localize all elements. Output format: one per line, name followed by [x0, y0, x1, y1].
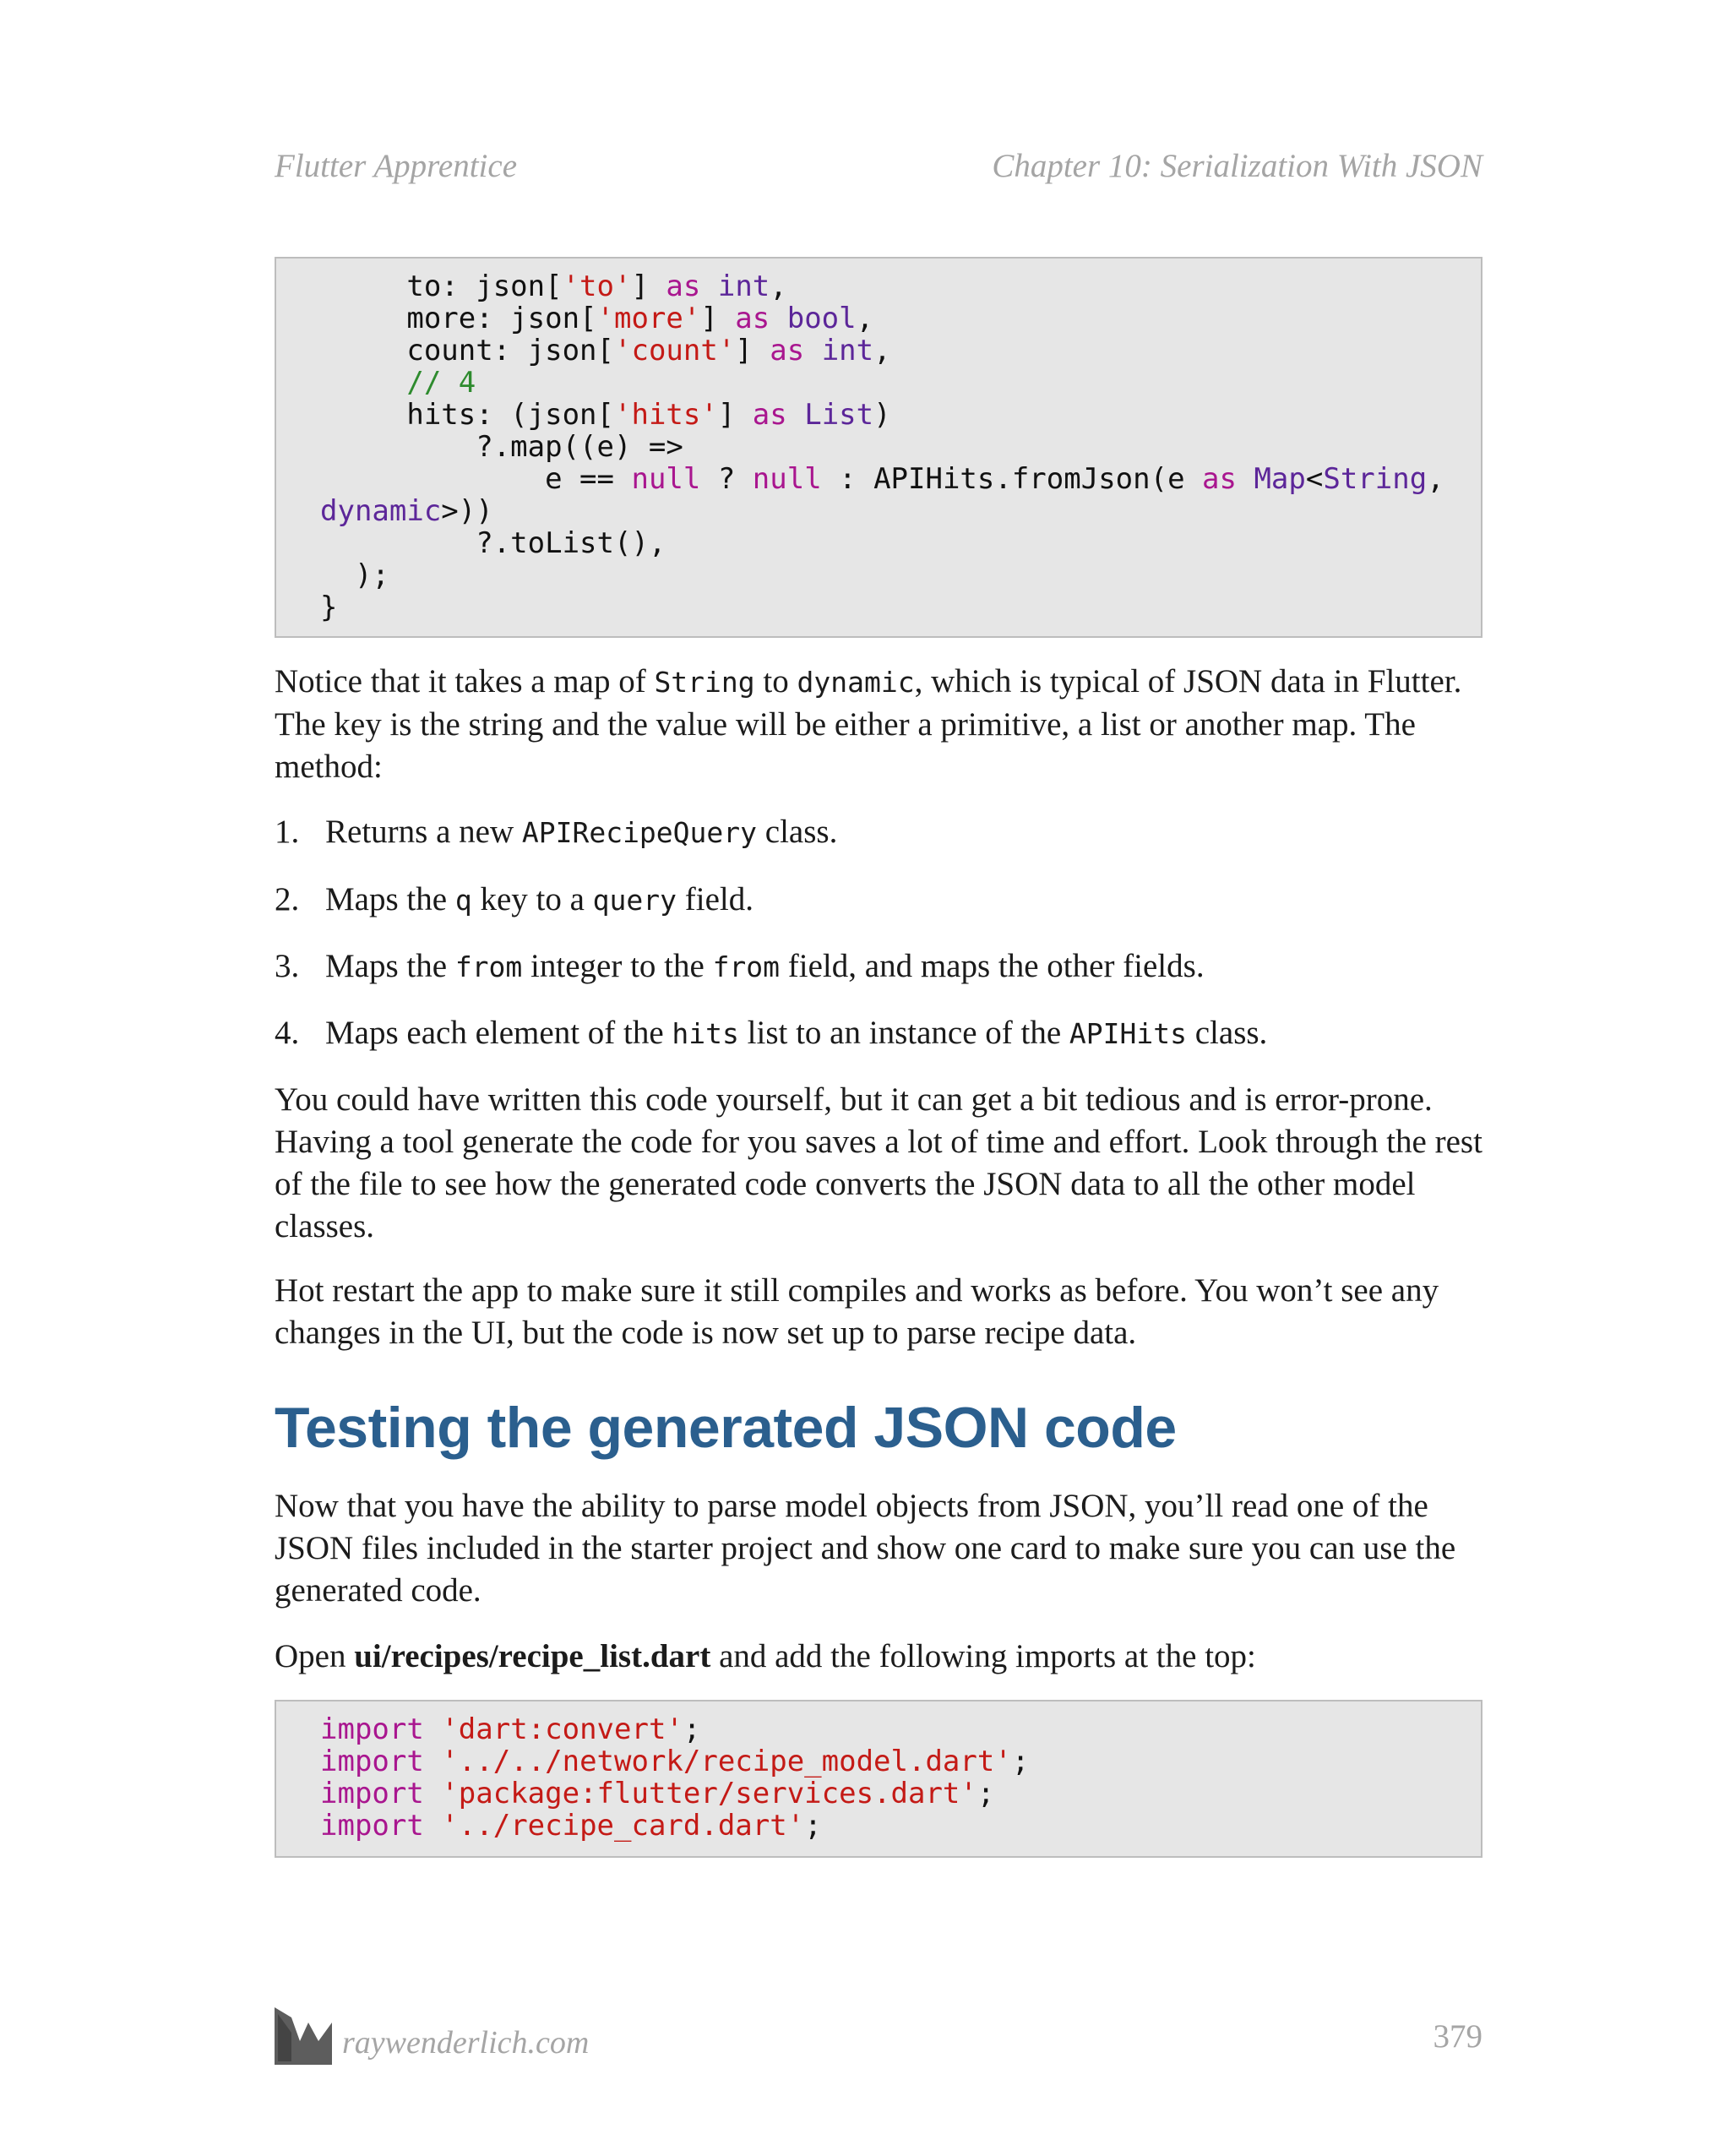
page-number: 379 — [1433, 2018, 1482, 2055]
inline-code: q — [454, 884, 472, 917]
code-line: import 'package:flutter/services.dart'; — [320, 1777, 995, 1810]
code-line: e == null ? null : APIHits.fromJson(e as Map<String, — [320, 462, 1444, 496]
list-item: 3. Maps the from integer to the from field, and maps the other fields. — [275, 948, 1205, 984]
code-line: import 'dart:convert'; — [320, 1712, 701, 1746]
code-line: to: json['to'] as int, — [320, 270, 787, 303]
inline-code: APIHits — [1069, 1017, 1187, 1050]
inline-code: from — [712, 950, 781, 983]
paragraph-text: Now that you have the ability to parse model objects from JSON, you’ll read one of the JSON files included in the starter project and show one card to make sure you can use the generated code. — [275, 1488, 1456, 1609]
page-header — [275, 140, 1482, 191]
code-line: import '../../network/recipe_model.dart'; — [320, 1745, 1030, 1778]
paragraph-parse-models — [275, 1485, 1482, 1612]
code-block-imports — [275, 1700, 1482, 1858]
inline-code-dynamic: dynamic — [797, 666, 915, 699]
list-item: 1. Returns a new APIRecipeQuery class. — [275, 814, 838, 850]
paragraph-open-file — [275, 1636, 1482, 1678]
list-item: 4. Maps each element of the hits list to an instance of the APIHits class. — [275, 1015, 1268, 1051]
code-line: ); — [320, 558, 389, 592]
inline-code-string: String — [654, 666, 755, 699]
code-line: import '../recipe_card.dart'; — [320, 1809, 822, 1843]
code-line: ?.map((e) => — [320, 430, 683, 464]
inline-code: query — [592, 884, 677, 917]
paragraph-text: You could have written this code yourself, but it can get a bit tedious and is error-prone. Having a tool generate the code for you saves a lot of time and effort. Look through the rest of the file to see how the generated code converts the JSON data to all the other model classes. — [275, 1081, 1482, 1244]
raywenderlich-logo-icon — [275, 2007, 332, 2065]
paragraph-text: Hot restart the app to make sure it still compiles and works as before. You won’t see any changes in the UI, but the code is now set up to parse recipe data. — [275, 1272, 1439, 1351]
file-path: ui/recipes/recipe_list.dart — [354, 1638, 711, 1674]
code-line: } — [320, 591, 338, 624]
code-line: dynamic>)) — [320, 494, 493, 528]
paragraph-text: Notice that it takes a map of String to dynamic, which is typical of JSON data in Flutter. The key is the string and the value will be either a primitive, a list or another map. The method: — [275, 663, 1462, 785]
paragraph-hot-restart — [275, 1270, 1482, 1354]
list-item: 2. Maps the q key to a query field. — [275, 881, 753, 917]
inline-code: APIRecipeQuery — [521, 816, 758, 849]
paragraph-tedious — [275, 1079, 1482, 1248]
paragraph-intro — [275, 661, 1482, 788]
code-block-json-factory — [275, 257, 1482, 638]
code-line: count: json['count'] as int, — [320, 334, 891, 368]
inline-code: from — [454, 950, 523, 983]
chapter-title: Chapter 10: Serialization With JSON — [992, 147, 1482, 184]
code-line: more: json['more'] as bool, — [320, 302, 874, 335]
code-line: ?.toList(), — [320, 526, 666, 560]
code-line: hits: (json['hits'] as List) — [320, 398, 891, 432]
code-line: // 4 — [406, 366, 476, 400]
book-title: Flutter Apprentice — [275, 147, 518, 184]
footer-site: raywenderlich.com — [342, 2025, 590, 2061]
inline-code: hits — [672, 1017, 739, 1050]
section-heading: Testing the generated JSON code — [275, 1396, 1177, 1460]
paragraph-text: Open ui/recipes/recipe_list.dart and add the following imports at the top: — [275, 1638, 1256, 1674]
